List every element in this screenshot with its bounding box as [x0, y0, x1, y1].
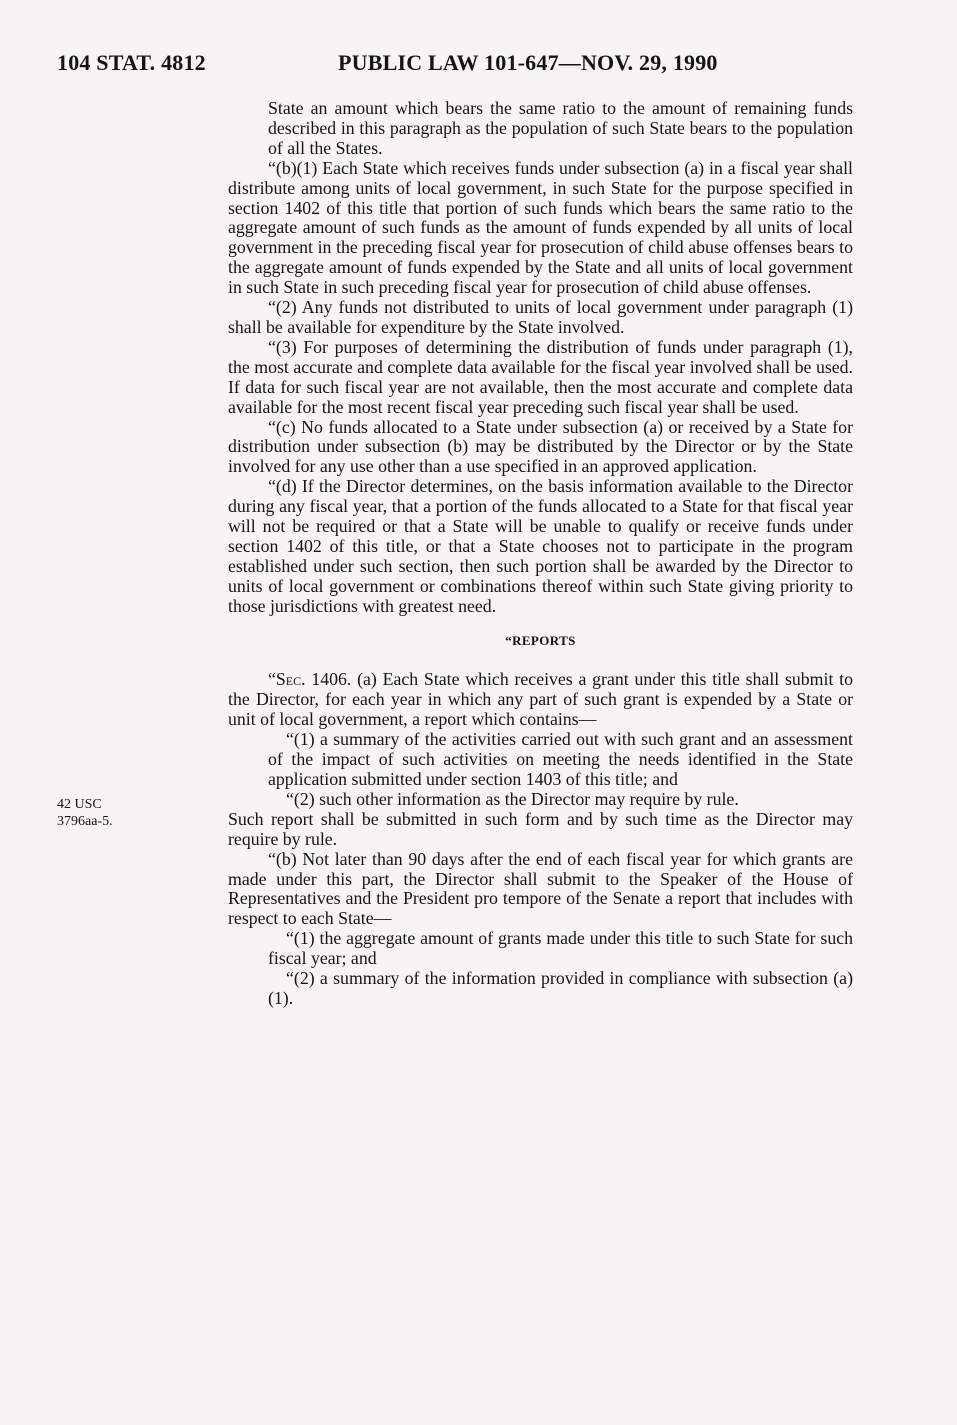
section-heading-reports: “REPORTS	[505, 632, 576, 648]
paragraph-c: “(c) No funds allocated to a State under subsection (a) or received by a State for distribution under subsection (b) may be distributed by the Director or by the State involved for any use other than a use specified in an approved application.	[228, 416, 853, 477]
paragraph-b-1: “(1) the aggregate amount of grants made under this title to such State for such fiscal year; and	[268, 928, 853, 969]
paragraph-b1: “(b)(1) Each State which receives funds under subsection (a) in a fiscal year shall distribute among units of local government, in such State for the purpose specified in section 1402 of this title that portion of such funds which bears the same ratio to the aggregate amount of such funds as the amount of funds expended by all units of local government in the preceding fiscal year for prosecution of child abuse offenses bears to the aggregate amount of funds expended by the State and all units of local government in such State in such preceding fiscal year for prosecution of child abuse offenses.	[228, 157, 853, 298]
statute-body	[228, 99, 853, 1009]
public-law-title: PUBLIC LAW 101-647—NOV. 29, 1990	[338, 50, 718, 75]
paragraph-b2: “(2) Any funds not distributed to units of local government under paragraph (1) shall be available for expenditure by the State involved.	[228, 297, 853, 337]
paragraph-continuation: State an amount which bears the same ratio to the amount of remaining funds described in this paragraph as the population of such State bears to the population of all the States.	[268, 98, 853, 158]
stat-citation: 104 STAT. 4812	[57, 50, 206, 75]
margin-citation-line-2: 3796aa-5.	[57, 814, 113, 829]
paragraph-a2: “(2) such other information as the Director may require by rule.	[286, 788, 739, 809]
margin-citation-line-1: 42 USC	[57, 797, 102, 812]
paragraph-b-2: “(2) a summary of the information provided in compliance with subsection (a)(1).	[268, 968, 853, 1008]
paragraph-b-report: “(b) Not later than 90 days after the end of each fiscal year for which grants are made under this part, the Director shall submit to the Speaker of the House of Representatives and the President pro tempore of the Senate a report that includes with respect to each State—	[228, 848, 853, 929]
paragraph-b3: “(3) For purposes of determining the distribution of funds under paragraph (1), the most accurate and complete data available for the fiscal year involved shall be used. If data for such fiscal year are not available, then the most accurate and complete data available for the most recent fiscal year preceding such fiscal year shall be used.	[228, 336, 853, 417]
paragraph-d: “(d) If the Director determines, on the basis information available to the Director during any fiscal year, that a portion of the funds allocated to a State for that fiscal year will not be required or that a State will be unable to qualify or receive funds under section 1402 of this title, or that a State chooses not to participate in the program established under such section, then such portion shall be awarded by the Director to units of local government or combinations thereof within such State giving priority to those jurisdictions with greatest need.	[228, 476, 853, 616]
section-label: “Sec.	[268, 669, 306, 690]
section-1406-a	[228, 670, 853, 730]
section-1406-a-text: 1406. (a) Each State which receives a grant under this title shall submit to the Director, for each year in which any part of such grant is expended by a State or unit of local government, a report which contains—	[228, 669, 853, 730]
page-header	[0, 50, 957, 80]
margin-citation	[57, 796, 177, 830]
paragraph-a1: “(1) a summary of the activities carried out with such grant and an assessment of the impact of such activities on meeting the needs identified in the State application submitted under section 1403 of this title; and	[268, 729, 853, 789]
paragraph-such-report: Such report shall be submitted in such form and by such time as the Director may require by rule.	[228, 808, 853, 849]
